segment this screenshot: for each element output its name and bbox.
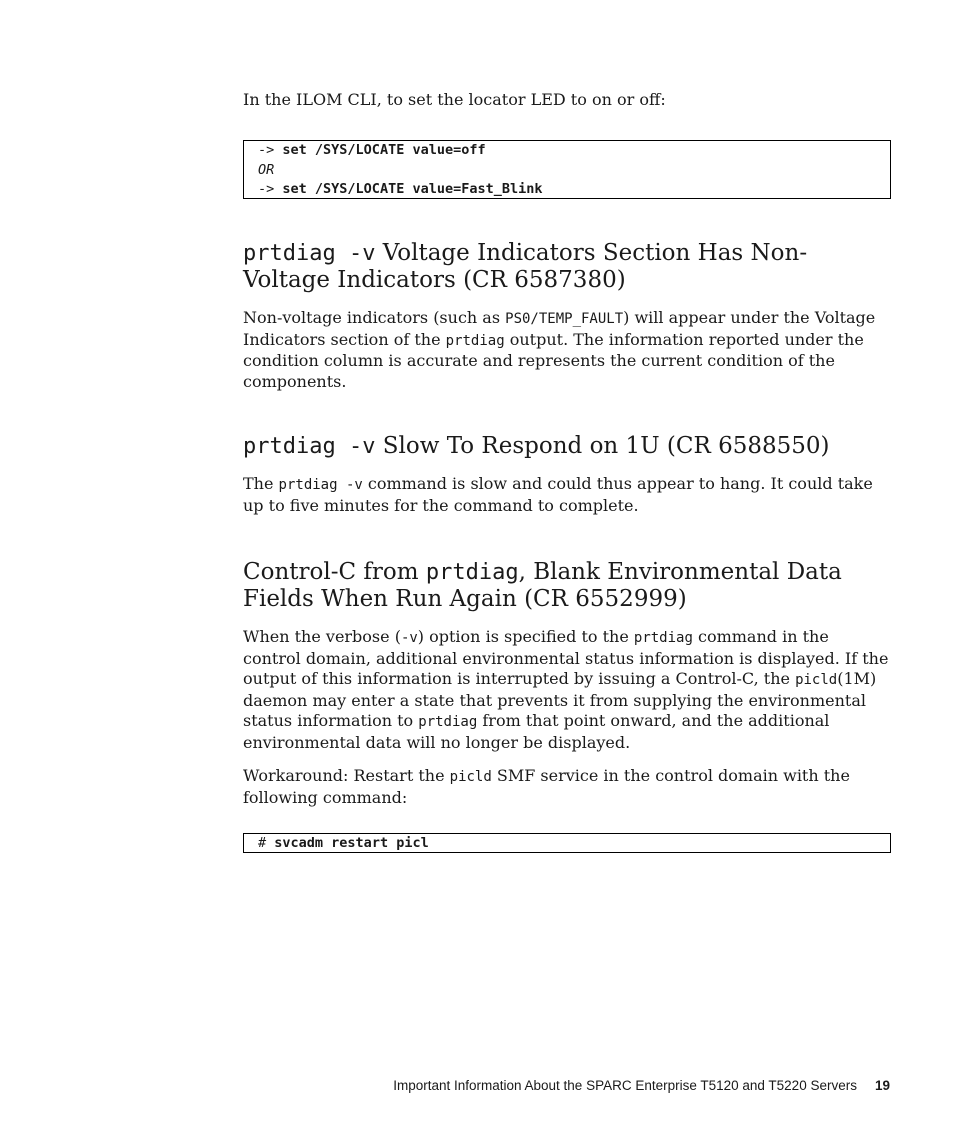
code-block-locate [243, 140, 891, 199]
code-line [258, 834, 876, 854]
section-paragraph: When the verbose (-v) option is specified to the prtdiag command in the control domain, additional environmental status information is displayed. If the output of this information is interrupted by issuing a Control-C, the picld(1M) daemon may enter a state that prevents it from supplying the environmental status information to prtdiag from that point onward, and the additional environmental data will no longer be displayed. [243, 627, 889, 752]
section-paragraph: Workaround: Restart the picld SMF service in the control domain with the following command: [243, 766, 850, 807]
prompt: -> [258, 142, 275, 158]
footer-title: Important Information About the SPARC Enterprise T5120 and T5220 Servers [393, 1078, 857, 1093]
prompt: # [258, 835, 267, 851]
page-footer [393, 1078, 890, 1093]
section-prtdiag-slow [243, 433, 891, 516]
page-number: 19 [874, 1078, 890, 1093]
command: set /SYS/LOCATE value=off [282, 142, 486, 158]
code-line [258, 180, 876, 200]
command: set /SYS/LOCATE value=Fast_Blink [282, 181, 543, 197]
section-paragraph: The prtdiag -v command is slow and could thus appear to hang. It could take up to five minutes for the command to complete. [243, 474, 873, 515]
section-heading: prtdiag -v Slow To Respond on 1U (CR 6588550) [243, 433, 830, 459]
command: svcadm restart picl [274, 835, 429, 851]
section-heading: prtdiag -v Voltage Indicators Section Has Non-Voltage Indicators (CR 6587380) [243, 240, 808, 293]
section-prtdiag-voltage [243, 240, 891, 392]
section-heading: Control-C from prtdiag, Blank Environmental Data Fields When Run Again (CR 6552999) [243, 559, 842, 612]
intro-paragraph [243, 90, 891, 111]
code-line [258, 141, 876, 161]
prompt: -> [258, 181, 275, 197]
section-paragraph: Non-voltage indicators (such as PS0/TEMP_FAULT) will appear under the Voltage Indicators section of the prtdiag output. The information reported under the condition column is accurate and represents the current condition of the components. [243, 308, 876, 391]
code-or: OR [258, 161, 275, 178]
section-control-c [243, 559, 891, 808]
code-block-svcadm [243, 833, 891, 853]
intro-text: In the ILOM CLI, to set the locator LED to on or off: [243, 90, 666, 109]
